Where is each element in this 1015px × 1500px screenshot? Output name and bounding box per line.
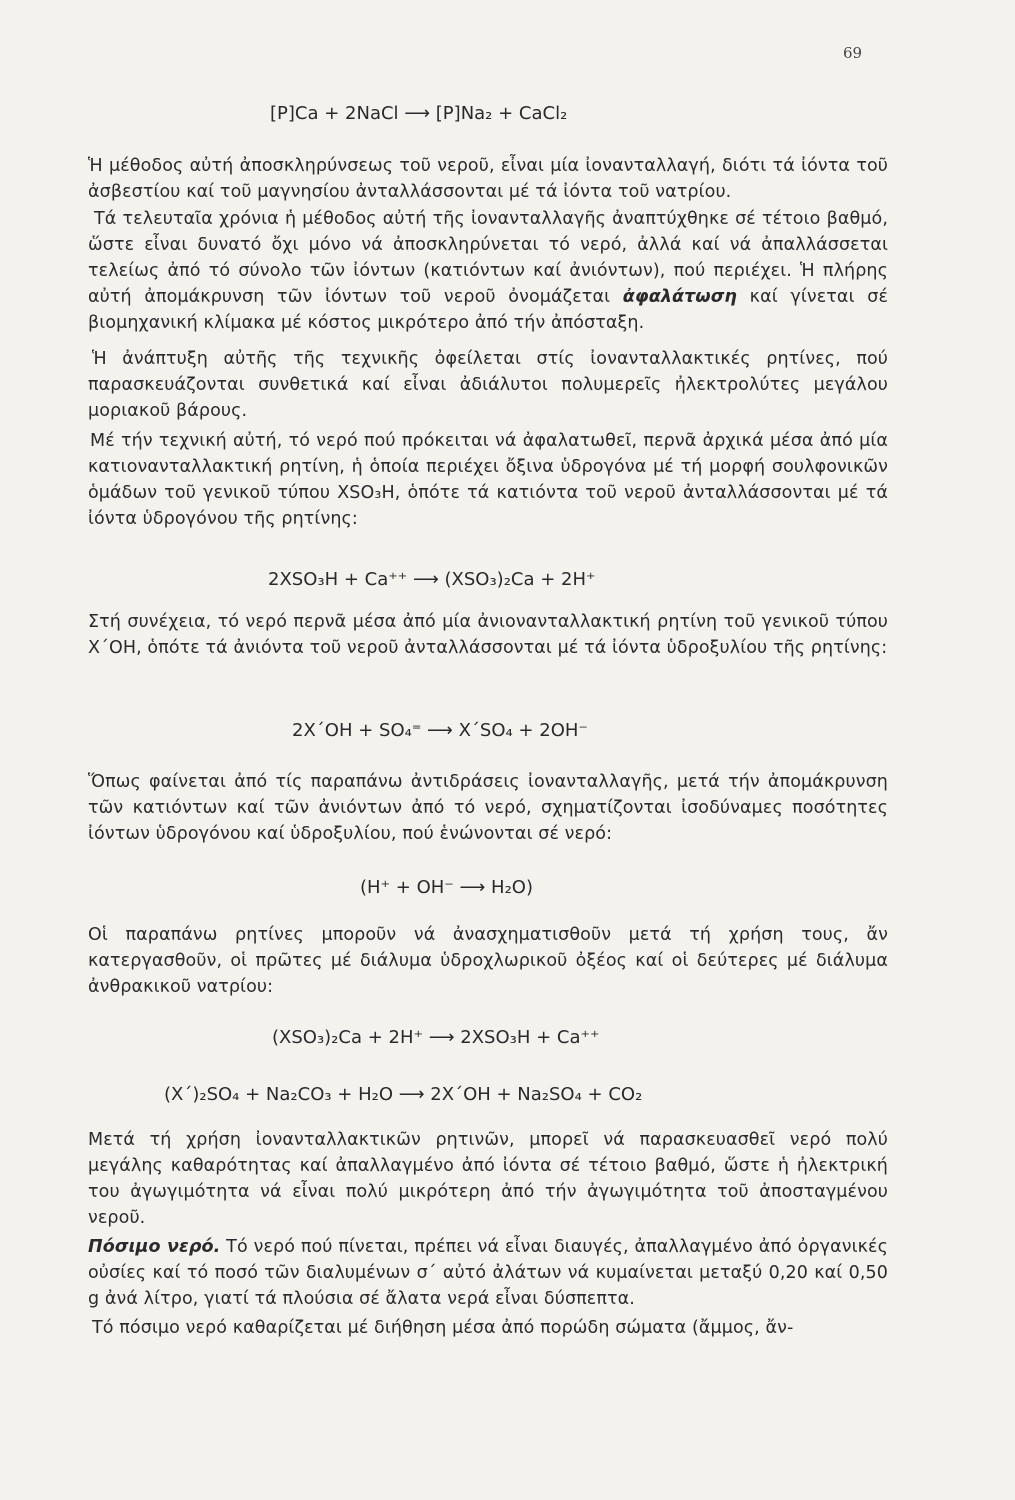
desalination-term: ἀφαλάτωση (622, 287, 737, 307)
page-number: 69 (843, 44, 863, 62)
equation-resin-exchange: [P]Ca + 2NaCl ⟶ [P]Na₂ + CaCl₂ (270, 103, 568, 124)
desalination-text-a: Τά τελευταῖα χρόνια ἡ μέθοδος αὐτή τῆς ἰονανταλλαγῆς ἀναπτύχθηκε σέ τέτοιο βαθμό, ὥστε εἶναι δυνατό ὄχι μόνο νά ἀποσκληρύνεται τό νερό, ἀλλά καί νά ἀπαλλάσσεται τελείως ἀπό τό σύνολο τῶν ἰόντων (κατιόντων καί ἀνιόντων), πού περιέχει. Ἡ πλήρης αὐτή ἀπομάκρυνση τῶν ἰόντων τοῦ νεροῦ ὀνομάζεται (88, 209, 888, 307)
paragraph-drinking-water (88, 1234, 888, 1312)
paragraph-cation-resin: Μέ τήν τεχνική αὐτή, τό νερό πού πρόκειται νά ἀφαλατωθεῖ, περνᾶ ἀρχικά μέσα ἀπό μία κατιονανταλλακτική ρητίνη, ἡ ὁποία περιέχει ὄξινα ὑδρογόνα μέ τή μορφή σουλφονικῶν ὁμάδων τοῦ γενικοῦ τύπου XSO₃H, ὁπότε τά κατιόντα τοῦ νεροῦ ἀνταλλάσσονται μέ τά ἰόντα ὑδρογόνου τῆς ρητίνης: (88, 431, 888, 529)
equation-water-formation: (H⁺ + OH⁻ ⟶ H₂O) (360, 877, 533, 898)
paragraph-anion-resin: Στή συνέχεια, τό νερό περνᾶ μέσα ἀπό μία ἀνιονανταλλακτική ρητίνη τοῦ γενικοῦ τύπου X΄OH, ὁπότε τά ἀνιόντα τοῦ νεροῦ ἀνταλλάσσονται μέ τά ἰόντα ὑδροξυλίου τῆς ρητίνης: (88, 612, 888, 658)
equation-regeneration-cation: (XSO₃)₂Ca + 2H⁺ ⟶ 2XSO₃H + Ca⁺⁺ (272, 1027, 600, 1048)
desalination-text-b: καί γίνεται σέ βιομηχανική κλίμακα μέ κόστος μικρότερο ἀπό τήν ἀπόσταξη. (88, 287, 888, 333)
paragraph-method-text: Ἡ μέθοδος αὐτή ἀποσκληρύνσεως τοῦ νεροῦ, εἶναι μία ἰονανταλλαγή, διότι τά ἰόντα τοῦ ἀσβεστίου καί τοῦ μαγνησίου ἀνταλλάσσονται μέ τά ἰόντα τοῦ νατρίου. (88, 156, 888, 202)
paragraph-filtration: Τό πόσιμο νερό καθαρίζεται μέ διήθηση μέσα ἀπό πορώδη σώματα (ἄμμος, ἄν- (92, 1318, 794, 1338)
paragraph-purity: Μετά τή χρήση ἰονανταλλακτικῶν ρητινῶν, μπορεῖ νά παρασκευασθεῖ νερό πολύ μεγάλης καθαρότητας καί ἀπαλλαγμένο ἀπό ἰόντα σέ τέτοιο βαθμό, ὥστε ἡ ἠλεκτρική του ἀγωγιμότητα νά εἶναι πολύ μικρότερη ἀπό τήν ἀγωγιμότητα τοῦ ἀποσταγμένου νεροῦ. (88, 1130, 888, 1228)
drinking-water-heading: Πόσιμο νερό. (88, 1237, 221, 1257)
paragraph-method (88, 153, 888, 205)
paragraph-desalination (88, 206, 888, 336)
drinking-water-text: Τό νερό πού πίνεται, πρέπει νά εἶναι διαυγές, ἀπαλλαγμένο ἀπό ὀργανικές οὐσίες καί τό ποσό τῶν διαλυμένων σ΄ αὐτό ἀλάτων νά κυμαίνεται μεταξύ 0,20 καί 0,50 g ἀνά λίτρο, γιατί τά πλούσια σέ ἄλατα νερά εἶναι δύσπεπτα. (88, 1237, 888, 1309)
paragraph-neutralization: Ὅπως φαίνεται ἀπό τίς παραπάνω ἀντιδράσεις ἰονανταλλαγῆς, μετά τήν ἀπομάκρυνση τῶν κατιόντων καί τῶν ἀνιόντων ἀπό τό νερό, σχηματίζονται ἰσοδύναμες ποσότητες ἰόντων ὑδρογόνου καί ὑδροξυλίου, πού ἑνώνονται σέ νερό: (88, 772, 888, 844)
equation-regeneration-anion: (X΄)₂SO₄ + Na₂CO₃ + H₂O ⟶ 2X΄OH + Na₂SO₄ + CO₂ (164, 1084, 643, 1105)
paragraph-resins: Ἡ ἀνάπτυξη αὐτῆς τῆς τεχνικῆς ὀφείλεται στίς ἰονανταλλακτικές ρητίνες, πού παρασκευάζονται συνθετικά καί εἶναι ἀδιάλυτοι πολυμερεῖς ἠλεκτρολύτες μεγάλου μοριακοῦ βάρους. (88, 349, 888, 421)
paragraph-regeneration: Οἱ παραπάνω ρητίνες μποροῦν νά ἀνασχηματισθοῦν μετά τή χρήση τους, ἄν κατεργασθοῦν, οἱ πρῶτες μέ διάλυμα ὑδροχλωρικοῦ ὀξέος καί οἱ δεύτερες μέ διάλυμα ἀνθρακικοῦ νατρίου: (88, 925, 888, 997)
equation-cation-exchange: 2XSO₃H + Ca⁺⁺ ⟶ (XSO₃)₂Ca + 2H⁺ (268, 569, 596, 590)
equation-anion-exchange: 2X΄OH + SO₄⁼ ⟶ X΄SO₄ + 2OH⁻ (292, 720, 588, 741)
